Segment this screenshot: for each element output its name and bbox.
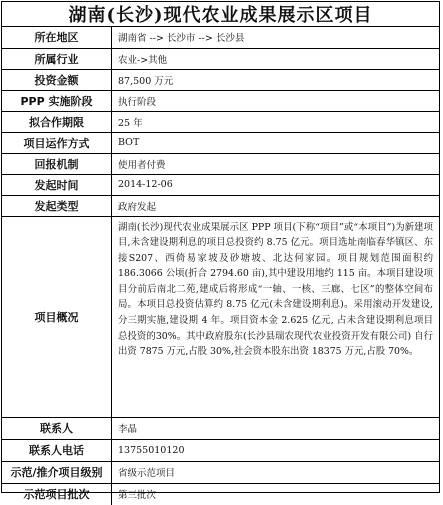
- field-label: 联系人电话: [2, 439, 112, 461]
- field-value: 2014-12-06: [112, 174, 440, 195]
- field-value: 李晶: [112, 417, 440, 439]
- project-overview-text: 湖南(长沙)现代农业成果展示区 PPP 项目(下称“项目”或“本项目”)为新建项目,未含建设期利息的项目总投资约 8.75 亿元。项目选址南临春华镇区、东接S207、西倚易家坡及砂塘坡、北达何家园。项目规划范围面积约 186.3066 公顷(折合 2794.60 亩),其中建设用地约 115 亩。本项目建设项目分前后南北二苑,建成后将形成“一轴、一核、三廊、七区”的整体空间布局。本项目总投资估算约 8.75 亿元(未含建设期利息)。采用滚动开发建设,分三期实施,建设期 4 年。项目资本金 2.625 亿元, 占未含建设期利息项目总投资的30%。其中政府股东(长沙县瑞农现代农业投资开发有限公司) 自行出资 7875 万元,占股 30%,社会资本股东出资 18375 万元,占股 70%。: [112, 216, 440, 417]
- table-row: [2, 48, 439, 69]
- field-label: 回报机制: [2, 153, 112, 174]
- field-value: 87,500 万元: [112, 69, 440, 90]
- field-label: 示范/推介项目级别: [2, 461, 112, 483]
- table-row: [2, 69, 439, 90]
- table-row: [2, 195, 439, 216]
- field-value: 湖南省 --> 长沙市 --> 长沙县: [112, 27, 440, 48]
- field-value: 省级示范项目: [112, 461, 440, 483]
- table-row: [2, 111, 439, 132]
- table-row: [2, 174, 439, 195]
- table-row: [2, 417, 439, 439]
- field-value: 农业->其他: [112, 48, 440, 69]
- page-title: 湖南(长沙)现代农业成果展示区项目: [2, 2, 439, 27]
- table-row: [2, 153, 439, 174]
- field-value: 执行阶段: [112, 90, 440, 111]
- field-label: 项目运作方式: [2, 132, 112, 153]
- table-row: [2, 461, 439, 483]
- field-label: 联系人: [2, 417, 112, 439]
- field-label: 所属行业: [2, 48, 112, 69]
- field-label: 示范项目批次: [2, 483, 112, 505]
- table-row: [2, 483, 439, 505]
- field-value: 第三批次: [112, 483, 440, 505]
- field-label: 所在地区: [2, 27, 112, 48]
- project-sheet: [1, 1, 440, 502]
- table-row: [2, 439, 439, 461]
- field-label: 发起时间: [2, 174, 112, 195]
- field-value: 政府发起: [112, 195, 440, 216]
- field-label: 拟合作期限: [2, 111, 112, 132]
- table-row: [2, 27, 439, 48]
- field-label: PPP 实施阶段: [2, 90, 112, 111]
- field-value: 13755010120: [112, 439, 440, 461]
- table-row: [2, 90, 439, 111]
- field-label: 投资金额: [2, 69, 112, 90]
- field-value: 25 年: [112, 111, 440, 132]
- project-info-table: [2, 27, 439, 505]
- table-row: [2, 216, 439, 417]
- field-label: 发起类型: [2, 195, 112, 216]
- table-row: [2, 132, 439, 153]
- field-value: BOT: [112, 132, 440, 153]
- field-label: 项目概况: [2, 216, 112, 417]
- field-value: 使用者付费: [112, 153, 440, 174]
